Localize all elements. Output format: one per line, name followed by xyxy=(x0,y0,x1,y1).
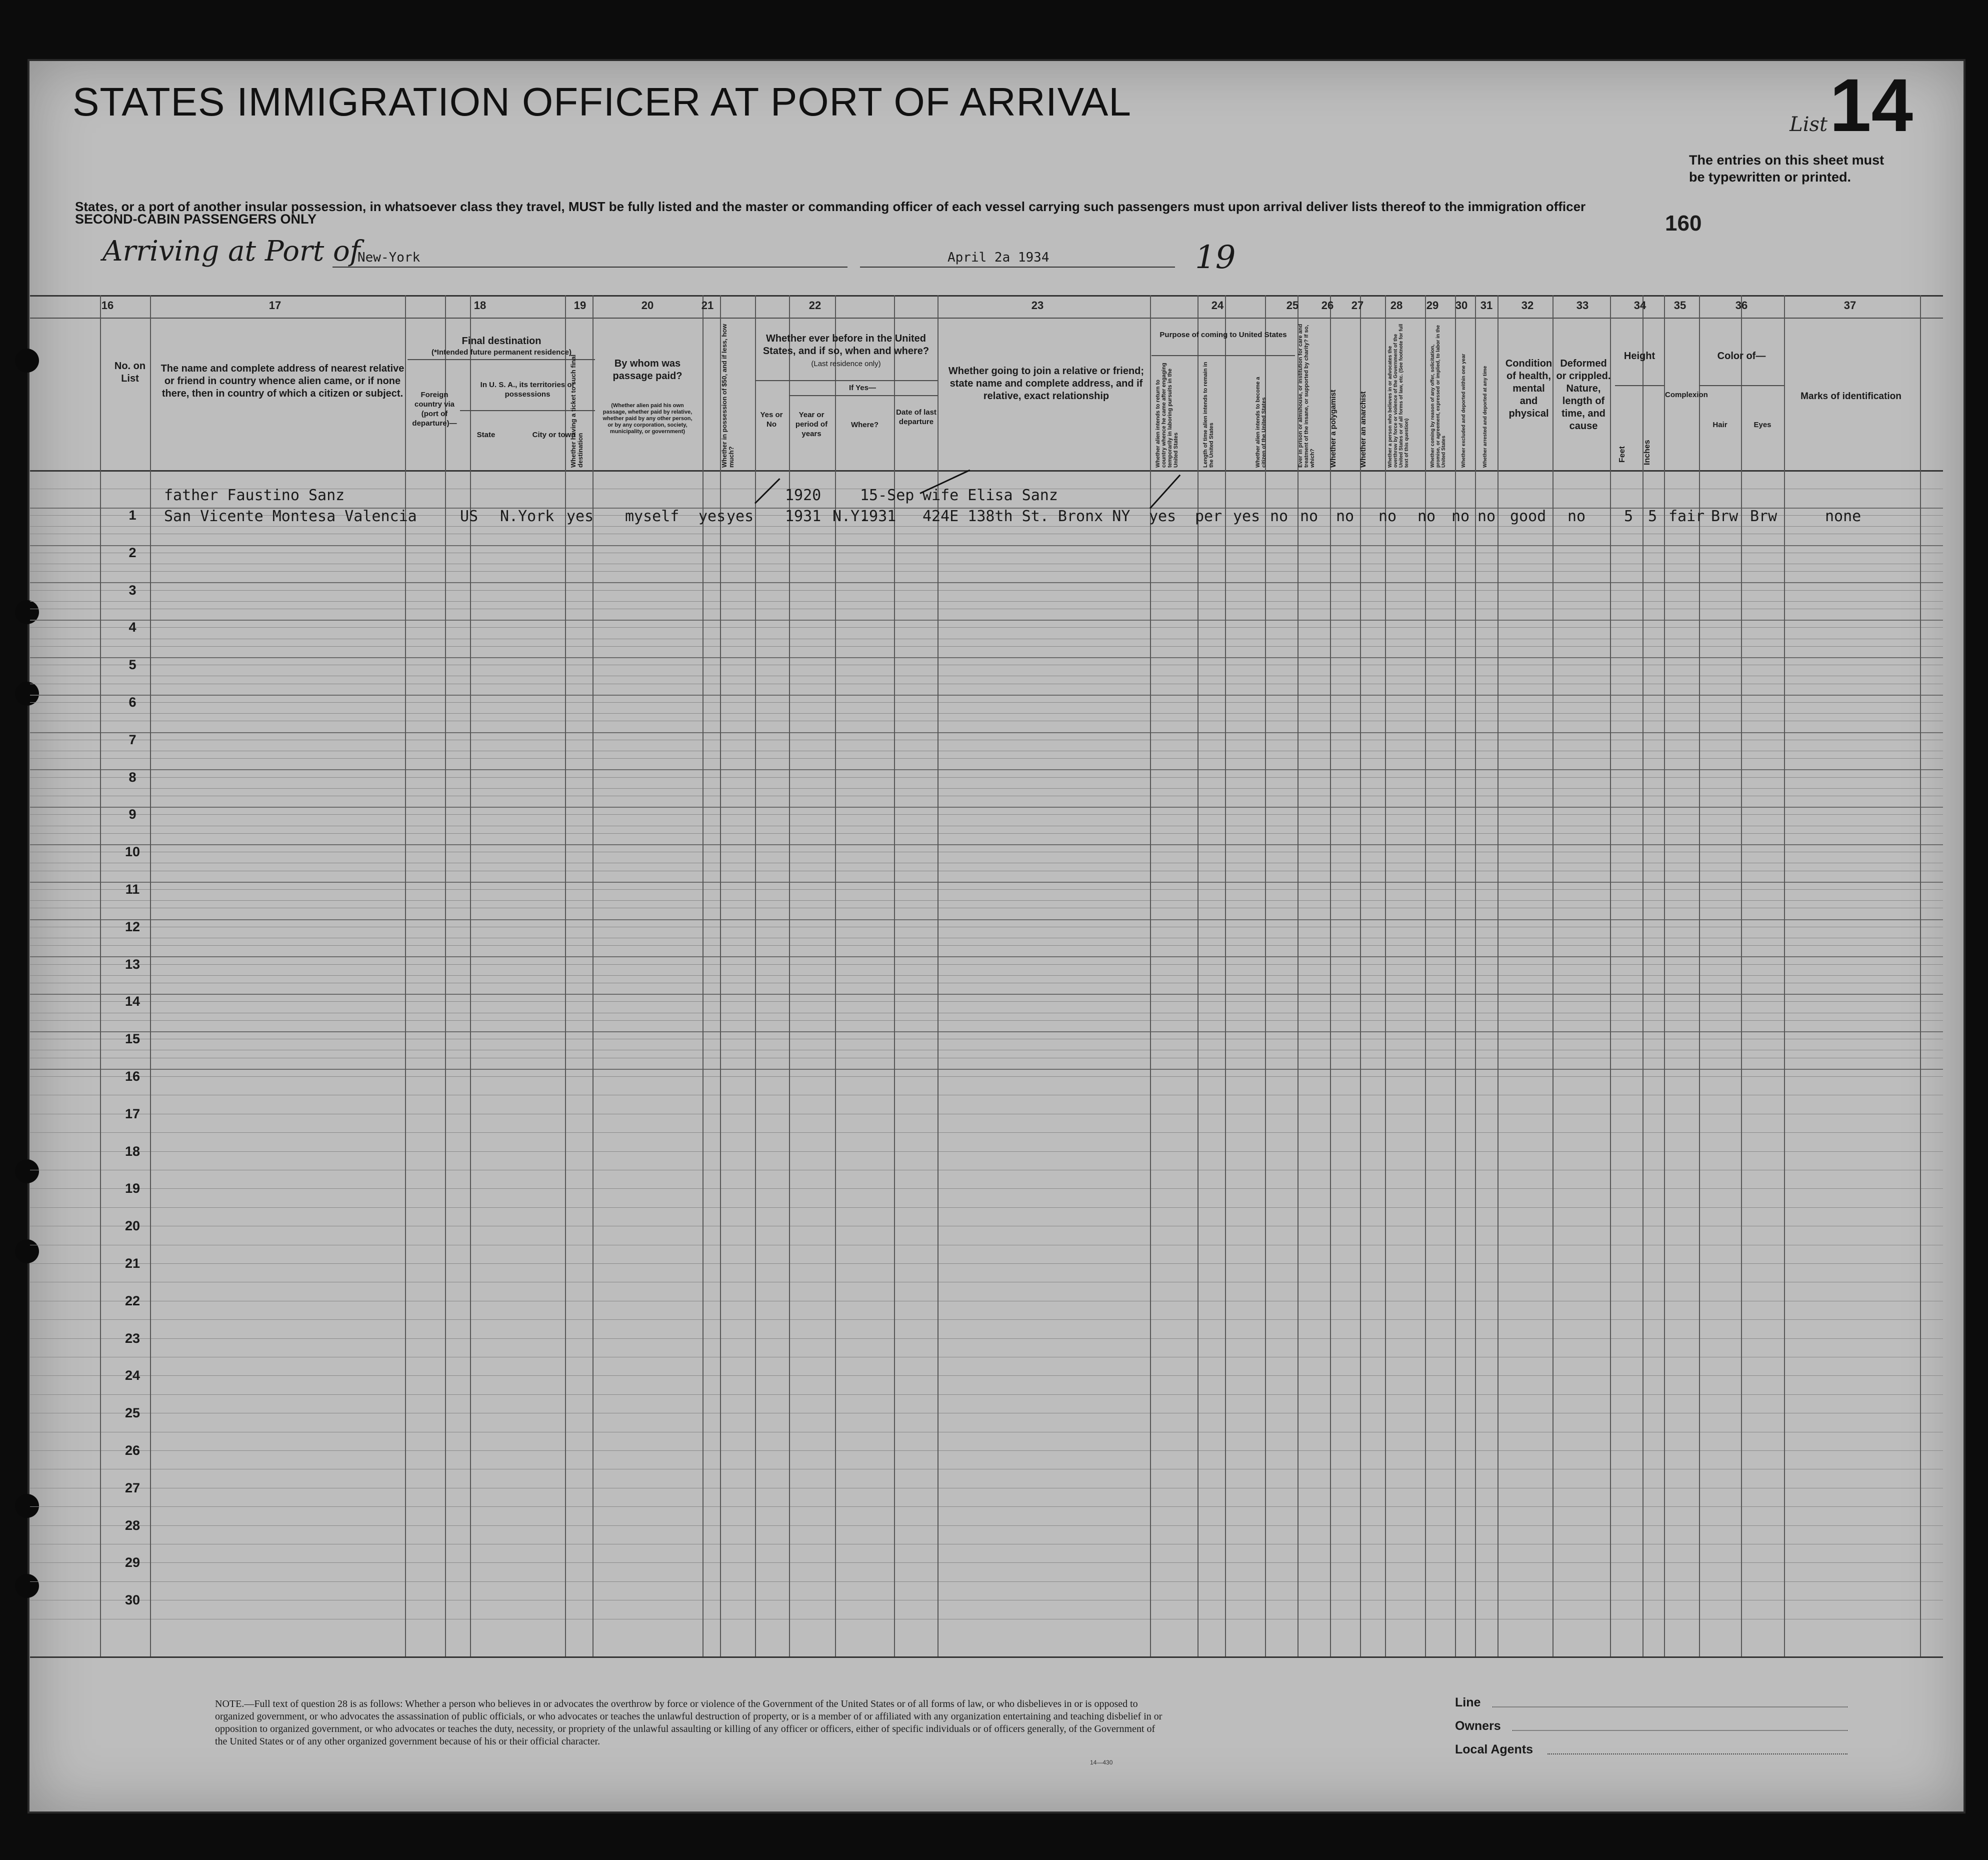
row-number: 4 xyxy=(128,620,136,635)
header-height: Height xyxy=(1624,351,1656,362)
column-rule xyxy=(1150,295,1151,1656)
typed-note xyxy=(1689,152,1884,186)
column-rule xyxy=(470,295,471,1656)
col-num-29: 29 xyxy=(1426,299,1439,312)
header-labor-offer: Whether coming by reason of any offer, solicitation, promise, or agreement, expressed or implied, to labor in the United States xyxy=(1430,325,1446,468)
header-complexion: Complexion xyxy=(1665,391,1708,399)
form-number: 14—430 xyxy=(1090,1759,1113,1766)
row-rule xyxy=(30,582,1943,583)
final-destination-rule xyxy=(408,359,595,360)
row-rule xyxy=(30,590,1943,591)
row-rule xyxy=(30,1394,1943,1395)
column-rule xyxy=(1425,295,1426,1656)
entry-labor-offer: no xyxy=(1418,508,1436,525)
header-feet: Feet xyxy=(1618,446,1626,463)
row-rule xyxy=(30,1001,1943,1002)
header-prison: Ever in prison or almshouse, or institution for care and treatment of the insane, or supported by charity? If so, which? xyxy=(1298,324,1316,468)
row-number: 14 xyxy=(124,994,140,1009)
row-number: 20 xyxy=(124,1218,140,1233)
entry-hair: Brw xyxy=(1711,508,1738,525)
color-rule xyxy=(1699,385,1784,386)
row-rule xyxy=(30,657,1943,658)
entry-join-name: wife Elisa Sanz xyxy=(922,487,1058,504)
row-rule xyxy=(30,964,1943,965)
column-rule xyxy=(445,295,446,1656)
entry-city: N.York xyxy=(500,508,554,525)
col-num-32: 32 xyxy=(1521,299,1534,312)
owners-label: Owners xyxy=(1455,1719,1501,1733)
column-rule xyxy=(720,295,721,1656)
row-number: 22 xyxy=(124,1293,140,1308)
row-number: 3 xyxy=(128,583,136,598)
row-rule xyxy=(30,777,1943,778)
list-number-block xyxy=(1790,63,1913,147)
row-rule xyxy=(30,758,1943,759)
row-number: 21 xyxy=(124,1256,140,1271)
header-health: Condition of health, mental and physical xyxy=(1505,358,1552,419)
header-inches: Inches xyxy=(1643,440,1652,465)
port-value: New-York xyxy=(358,250,420,265)
row-rule xyxy=(30,900,1943,901)
owners-fill xyxy=(1512,1730,1848,1731)
header-yes-or-no: Yes or No xyxy=(760,411,783,429)
entry-relative-name: father Faustino Sanz xyxy=(164,487,345,504)
row-rule xyxy=(30,526,1943,527)
col-num-31: 31 xyxy=(1480,299,1493,312)
header-deformed: Deformed or crippled. Nature, length of time, and cause xyxy=(1556,358,1611,432)
row-number: 30 xyxy=(124,1592,140,1607)
row-rule xyxy=(30,1375,1943,1376)
header-arrested: Whether arrested and deported at any time xyxy=(1482,366,1488,468)
row-rule xyxy=(30,889,1943,890)
entry-year-2: 1931 xyxy=(785,508,822,525)
row-rule xyxy=(30,975,1943,976)
row-rule xyxy=(30,1132,1943,1133)
entry-where: N.Y. xyxy=(832,508,869,525)
entry-relative-address: San Vicente Montesa Valencia xyxy=(164,508,417,525)
row-rule xyxy=(30,1525,1943,1526)
column-rule xyxy=(1699,295,1700,1656)
header-state: State xyxy=(476,431,496,439)
entry-return-intent: yes xyxy=(1149,508,1176,525)
row-rule xyxy=(30,1151,1943,1152)
entry-state: US xyxy=(460,508,478,525)
col-num-28: 28 xyxy=(1390,299,1403,312)
row-number: 2 xyxy=(128,545,136,560)
row-rule xyxy=(30,1263,1943,1264)
pen-check-mark xyxy=(1150,475,1180,509)
row-number: 6 xyxy=(128,695,136,710)
local-agents-label: Local Agents xyxy=(1455,1742,1534,1756)
row-number: 29 xyxy=(124,1555,140,1570)
row-rule xyxy=(30,882,1943,883)
row-rule xyxy=(30,956,1943,957)
row-number: 16 xyxy=(124,1069,140,1084)
year-prefix: 19 xyxy=(1195,239,1236,276)
column-rule xyxy=(405,295,406,1656)
row-rule xyxy=(30,702,1943,703)
column-rule xyxy=(1664,295,1665,1656)
header-foreign-country: Foreign country via (port of departure)— xyxy=(412,391,457,428)
header-passage-paid: By whom was passage paid? xyxy=(612,358,682,382)
row-number: 1 xyxy=(128,508,136,523)
row-number: 11 xyxy=(125,882,140,897)
typed-note-line-2: be typewritten or printed. xyxy=(1689,170,1852,185)
column-rule xyxy=(592,295,594,1656)
row-rule xyxy=(30,807,1943,808)
header-ticket: Whether having a ticket to such final destination xyxy=(570,354,584,468)
column-rule xyxy=(1741,295,1742,1656)
column-rule xyxy=(1642,295,1644,1656)
col-num-20: 20 xyxy=(641,299,654,312)
purpose-rule xyxy=(1152,355,1295,356)
row-rule xyxy=(30,1338,1943,1339)
page-number: 160 xyxy=(1665,211,1702,236)
list-number: 14 xyxy=(1830,63,1913,147)
col-num-37: 37 xyxy=(1844,299,1856,312)
header-color: Color of— xyxy=(1717,351,1766,362)
row-number: 24 xyxy=(124,1368,140,1383)
header-marks: Marks of identification xyxy=(1800,391,1902,402)
header-where: Where? xyxy=(850,421,878,429)
row-rule xyxy=(30,627,1943,628)
header-length-of-stay: Length of time alien intends to remain in the United States xyxy=(1202,362,1214,468)
row-rule xyxy=(30,769,1943,770)
header-citizen-intent: Whether alien intends to become a citizen of the United States xyxy=(1255,377,1267,468)
if-yes-rule xyxy=(789,395,938,396)
column-rule xyxy=(835,295,836,1656)
column-number-rule xyxy=(30,318,1943,319)
row-rule xyxy=(30,1020,1943,1021)
entry-departure-year: 1931 xyxy=(860,508,896,525)
row-number: 7 xyxy=(128,732,136,747)
entry-paid-by: myself xyxy=(625,508,680,525)
column-rule xyxy=(1475,295,1476,1656)
row-rule xyxy=(30,1562,1943,1563)
height-rule xyxy=(1615,385,1664,386)
row-number: 27 xyxy=(124,1480,140,1495)
entry-citizen: yes xyxy=(1233,508,1260,525)
header-join-relative: Whether going to join a relative or friend; state name and complete address, and if relative, exact relationship xyxy=(948,366,1144,402)
table-bottom-rule xyxy=(30,1656,1943,1658)
entry-health: good xyxy=(1510,508,1546,525)
row-number: 8 xyxy=(128,770,136,785)
header-year-period: Year or period of years xyxy=(795,411,828,438)
entry-feet: 5 xyxy=(1624,508,1634,525)
header-no-on-list: No. on List xyxy=(114,361,146,384)
entry-before-in-us: yes xyxy=(726,508,754,525)
date-value: April 2a 1934 xyxy=(948,250,1050,265)
col-num-18: 18 xyxy=(474,299,486,312)
row-number: 18 xyxy=(124,1144,140,1159)
line-label: Line xyxy=(1455,1695,1481,1709)
entry-deformed: no xyxy=(1568,508,1586,525)
column-rule xyxy=(1610,295,1611,1656)
row-rule xyxy=(30,601,1943,602)
row-rule xyxy=(30,620,1943,621)
column-rule xyxy=(1225,295,1226,1656)
col-num-27: 27 xyxy=(1351,299,1364,312)
row-number: 23 xyxy=(124,1331,140,1346)
row-number: 9 xyxy=(128,807,136,822)
row-rule xyxy=(30,1319,1943,1320)
header-city: City or town xyxy=(532,431,576,439)
column-rule xyxy=(755,295,756,1656)
header-passage-paid-sub: (Whether alien paid his own passage, whether paid by relative, whether paid by any other person, or by any corporation, society, municipality, or government) xyxy=(602,403,692,435)
header-fifty-dollars: Whether in possession of $50, and if less, how much? xyxy=(720,324,735,468)
pen-check-mark xyxy=(754,478,780,504)
port-fill-line xyxy=(332,267,848,268)
col-num-16: 16 xyxy=(101,299,114,312)
class-line: SECOND-CABIN PASSENGERS ONLY xyxy=(75,212,317,227)
row-rule xyxy=(30,713,1943,714)
row-rule xyxy=(30,545,1943,546)
column-rule xyxy=(1385,295,1386,1656)
col-num-36: 36 xyxy=(1735,299,1748,312)
entry-arrested: no xyxy=(1478,508,1496,525)
header-before-in-us: Whether ever before in the United States, and if so, when and where? xyxy=(762,333,930,357)
header-last-residence: (Last residence only) xyxy=(811,360,881,368)
row-rule xyxy=(30,919,1943,920)
entry-ticket: yes xyxy=(566,508,594,525)
column-rule xyxy=(1552,295,1554,1656)
row-rule xyxy=(30,1069,1943,1070)
row-rule xyxy=(30,1450,1943,1451)
row-rule xyxy=(30,814,1943,815)
entry-length-of-stay: per xyxy=(1195,508,1222,525)
row-rule xyxy=(30,1188,1943,1189)
column-rule xyxy=(565,295,566,1656)
header-overthrow: Whether a person who believes in or advocates the overthrow by force or violence of the Government of the United States or of all forms of law, etc. (See footnote for full text of this question) xyxy=(1388,324,1410,468)
row-rule xyxy=(30,571,1943,572)
header-return-intent: Whether alien intends to return to country whence he came after engaging temporarily in laboring pursuits in the United States xyxy=(1155,363,1179,468)
entry-anarchist: no xyxy=(1336,508,1354,525)
list-label: List xyxy=(1790,113,1828,136)
row-number: 10 xyxy=(124,844,140,859)
col-num-26: 26 xyxy=(1321,299,1334,312)
row-rule xyxy=(30,1076,1943,1077)
row-number: 13 xyxy=(124,957,140,972)
column-rule xyxy=(1920,295,1921,1656)
row-number: 28 xyxy=(124,1518,140,1533)
col-num-34: 34 xyxy=(1634,299,1646,312)
header-nearest-relative: The name and complete address of nearest relative or friend in country whence alien came, or if none there, then in country of which a citizen or subject. xyxy=(160,363,404,399)
header-bottom-rule xyxy=(30,470,1943,472)
typed-note-line-1: The entries on this sheet must xyxy=(1689,153,1884,168)
column-rule xyxy=(1265,295,1266,1656)
entry-marks: none xyxy=(1825,508,1862,525)
header-hair: Hair xyxy=(1712,421,1728,429)
footnote-question-28: NOTE.—Full text of question 28 is as follows: Whether a person who believes in or advocates the overthrow by force or violence of the Government of the United States or of all forms of law, or who disbelieves in or is opposed to organized government, or who advocates the assassination of public officials, or who advocates or teaches the unlawful destruction of property, or is a member of or affiliated with any organization entertaining and teaching disbelief in or opposition to organized government, or who advocates or teaches the duty, necessity, or propriety of the unlawful assaulting or killing of any officer or officers, either of specific individuals or of officers generally, of the Government of the United States or of any other organized government because of his or their official character. xyxy=(215,1698,1162,1747)
row-rule xyxy=(30,844,1943,845)
row-rule xyxy=(30,788,1943,789)
header-polygamist: Whether a polygamist xyxy=(1329,390,1338,468)
entry-join-address: 424E 138th St. Bronx NY xyxy=(922,508,1130,525)
header-anarchist: Whether an anarchist xyxy=(1359,391,1368,468)
col-num-30: 30 xyxy=(1455,299,1468,312)
column-rule xyxy=(1455,295,1456,1656)
col-num-23: 23 xyxy=(1031,299,1044,312)
row-number: 25 xyxy=(124,1405,140,1420)
col-num-25: 25 xyxy=(1286,299,1299,312)
col-num-22: 22 xyxy=(808,299,822,312)
entry-year-1: 1920 xyxy=(785,487,822,504)
row-rule xyxy=(30,833,1943,834)
row-rule xyxy=(30,1581,1943,1582)
local-agents-fill xyxy=(1548,1753,1848,1754)
arriving-label: Arriving at Port of xyxy=(102,235,360,268)
row-number: 26 xyxy=(124,1443,140,1458)
entry-inches: 5 xyxy=(1648,508,1658,525)
page-title: STATES IMMIGRATION OFFICER AT PORT OF ARRIVAL xyxy=(72,80,1132,124)
row-rule xyxy=(30,994,1943,995)
header-final-destination-sub: (*Intended future permanent residence) xyxy=(431,348,572,357)
row-rule xyxy=(30,1506,1943,1507)
entry-overthrow: no xyxy=(1378,508,1397,525)
header-if-yes: If Yes— xyxy=(849,384,876,392)
table-top-rule xyxy=(30,295,1943,297)
row-rule xyxy=(30,732,1943,733)
col-num-17: 17 xyxy=(268,299,282,312)
manifest-table xyxy=(30,295,1943,1661)
header-excluded: Whether excluded and deported within one year xyxy=(1461,354,1466,468)
before-in-us-rule xyxy=(755,380,938,381)
header-purpose: Purpose of coming to United States xyxy=(1160,331,1287,339)
row-number: 5 xyxy=(128,657,136,672)
row-rule xyxy=(30,1207,1943,1208)
column-rule xyxy=(1330,295,1331,1656)
row-rule xyxy=(30,945,1943,946)
entry-excluded: no xyxy=(1452,508,1470,525)
row-number: 15 xyxy=(124,1031,140,1046)
col-num-21: 21 xyxy=(701,299,714,312)
column-rule xyxy=(702,295,704,1656)
row-rule xyxy=(30,695,1943,696)
entry-has-fifty: yes xyxy=(698,508,726,525)
date-fill-line xyxy=(860,267,1175,268)
row-rule xyxy=(30,1031,1943,1032)
header-usa: In U. S. A., its territories or possessions xyxy=(480,381,575,399)
row-number: 17 xyxy=(124,1106,140,1121)
instruction-line: States, or a port of another insular possession, in whatsoever class they travel, MUST be fully listed and the master or commanding officer of each vessel carrying such passengers must upon arrival deliver lists thereof to the immigration officer xyxy=(75,199,1586,214)
col-num-19: 19 xyxy=(574,299,586,312)
header-last-departure: Date of last departure xyxy=(896,408,936,426)
entry-complexion: fair xyxy=(1668,508,1705,525)
row-number: 19 xyxy=(124,1181,140,1196)
entry-departure-date: 15-Sep xyxy=(860,487,914,504)
column-rule xyxy=(1360,295,1361,1656)
col-num-33: 33 xyxy=(1576,299,1589,312)
line-fill xyxy=(1492,1706,1848,1707)
col-num-24: 24 xyxy=(1211,299,1224,312)
entry-eyes: Brw xyxy=(1750,508,1778,525)
header-final-destination: Final destination xyxy=(462,336,542,347)
row-number: 12 xyxy=(124,919,140,934)
header-eyes: Eyes xyxy=(1754,421,1772,429)
entry-polygamist: no xyxy=(1300,508,1318,525)
entry-prison: no xyxy=(1270,508,1288,525)
column-rule xyxy=(1784,295,1785,1656)
row-rule xyxy=(30,646,1943,647)
col-num-35: 35 xyxy=(1674,299,1686,312)
